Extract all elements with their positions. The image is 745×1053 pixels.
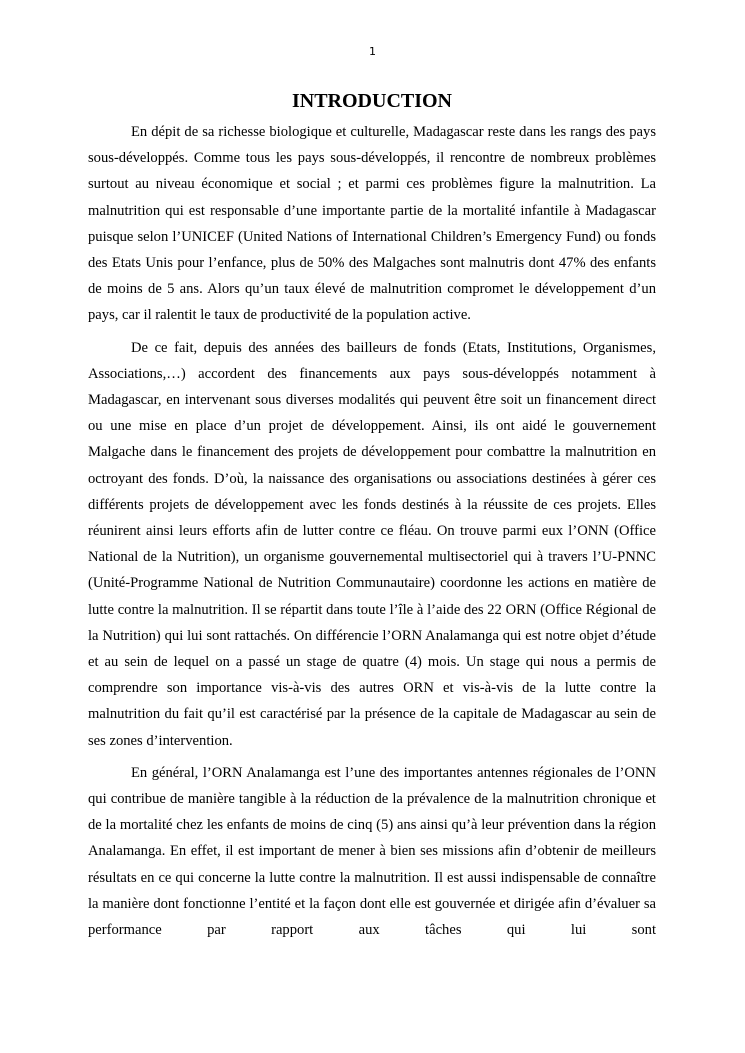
- page-title: INTRODUCTION: [291, 90, 453, 112]
- body-text: [88, 119, 656, 949]
- paragraph-funding: De ce fait, depuis des années des bailleurs de fonds (Etats, Institutions, Organismes, Associations,…) accordent des financements aux pays sous-développés notamment à Madagascar, en intervenant sous diverses modalités qui peuvent être soit un financement direct ou une mise en place d’un projet de développement. Ainsi, ils ont aidé le gouvernement Malgache dans le financement des projets de développement pour combattre la malnutrition en octroyant des fonds. D’où, la naissance des organisations ou associations destinées à gérer ces différents projets de développement avec les fonds destinés à la réussite de ces projets. Elles réunirent ainsi leurs efforts afin de lutter contre ce fléau. On trouve parmi eux l’ONN (Office National de la Nutrition), un organisme gouvernemental multisectoriel qui à travers l’U-PNNC (Unité-Programme National de Nutrition Communautaire) coordonne les actions en matière de lutte contre la malnutrition. Il se répartit dans toute l’île à l’aide des 22 ORN (Office Régional de la Nutrition) qui lui sont rattachés. On différencie l’ORN Analamanga qui est notre objet d’étude et au sein de lequel on a passé un stage de quatre (4) mois. Un stage qui nous a permis de comprendre son importance vis-à-vis des autres ORN et vis-à-vis de la lutte contre la malnutrition du fait qu’il est caractérisé par la présence de la capitale de Madagascar au sein de ses zones d’intervention.: [88, 339, 656, 749]
- paragraph-intro: En dépit de sa richesse biologique et culturelle, Madagascar reste dans les rangs des pays sous-développés. Comme tous les pays sous-développés, il rencontre de nombreux problèmes surtout au niveau économique et social ; et parmi ces problèmes figure la malnutrition. La malnutrition qui est responsable d’une importante partie de la mortalité infantile à Madagascar puisque selon l’UNICEF (United Nations of International Children’s Emergency Fund) ou fonds des Etats Unis pour l’enfance, plus de 50% des Malgaches sont malnutris dont 47% des enfants de moins de 5 ans. Alors qu’un taux élevé de malnutrition compromet le développement d’un pays, car il ralentit le taux de productivité de la population active.: [88, 124, 656, 324]
- paragraph-orn-analamanga: En général, l’ORN Analamanga est l’une des importantes antennes régionales de l’ONN qui contribue de manière tangible à la réduction de la prévalence de la malnutrition chronique et de la mortalité chez les enfants de moins de cinq (5) ans ainsi qu’à leur prévention dans la région Analamanga. En effet, il est important de mener à bien ses missions afin d’obtenir de meilleurs résultats en ce qui concerne la lutte contre la malnutrition. Il est aussi indispensable de connaître la manière dont fonctionne l’entité et la façon dont elle est gouvernée et dirigée afin d’évaluer sa performance par rapport aux tâches qui lui sont: [88, 764, 656, 939]
- page-number: 1: [369, 45, 376, 58]
